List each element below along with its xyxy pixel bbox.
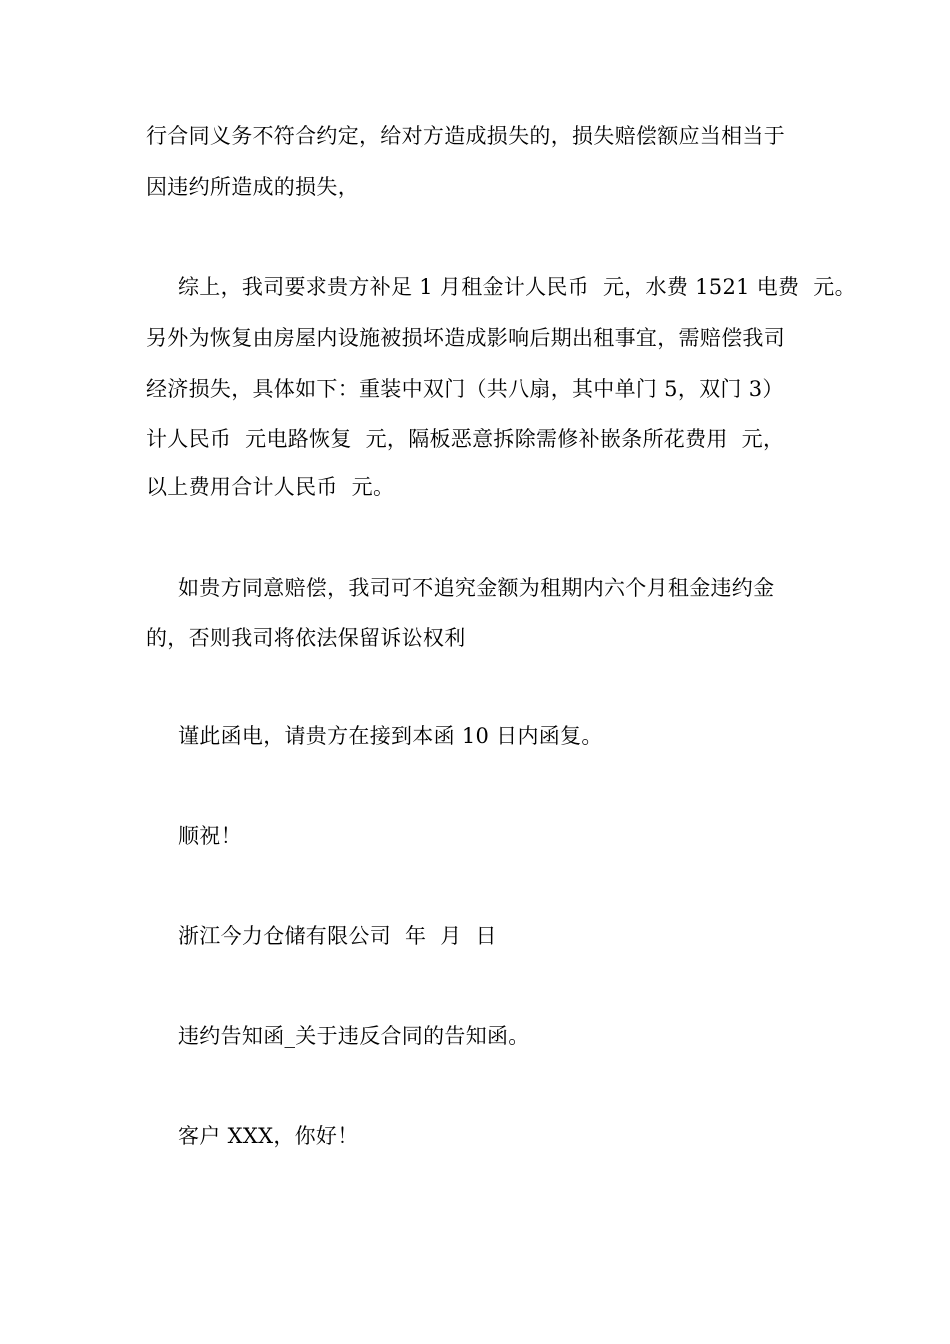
paragraph-3-line-1: 如贵方同意赔偿，我司可不追究金额为租期内六个月租金违约金 bbox=[178, 576, 775, 600]
next-letter-title: 违约告知函_关于违反合同的告知函。 bbox=[178, 1024, 530, 1048]
reply-request: 谨此函电，请贵方在接到本函 10 日内函复。 bbox=[178, 724, 603, 748]
paragraph-2-line-2: 另外为恢复由房屋内设施被损坏造成影响后期出租事宜，需赔偿我司 bbox=[146, 326, 785, 350]
paragraph-2-line-1: 综上，我司要求贵方补足 1 月租金计人民币 元，水费 1521 电费 元。 bbox=[178, 275, 856, 299]
paragraph-2-line-5: 以上费用合计人民币 元。 bbox=[146, 475, 395, 499]
paragraph-1-line-1: 行合同义务不符合约定，给对方造成损失的，损失赔偿额应当相当于 bbox=[146, 124, 785, 148]
greeting: 客户 XXX，你好！ bbox=[178, 1124, 359, 1148]
paragraph-3-line-2: 的，否则我司将依法保留诉讼权利 bbox=[146, 626, 466, 650]
closing: 顺祝！ bbox=[178, 824, 242, 848]
signature-date: 浙江今力仓储有限公司 年 月 日 bbox=[178, 924, 497, 948]
paragraph-2-line-3: 经济损失，具体如下：重装中双门（共八扇，其中单门 5，双门 3） bbox=[146, 377, 784, 401]
paragraph-1-line-2: 因违约所造成的损失， bbox=[146, 175, 359, 199]
paragraph-2-line-4: 计人民币 元电路恢复 元，隔板恶意拆除需修补嵌条所花费用 元， bbox=[146, 427, 785, 451]
